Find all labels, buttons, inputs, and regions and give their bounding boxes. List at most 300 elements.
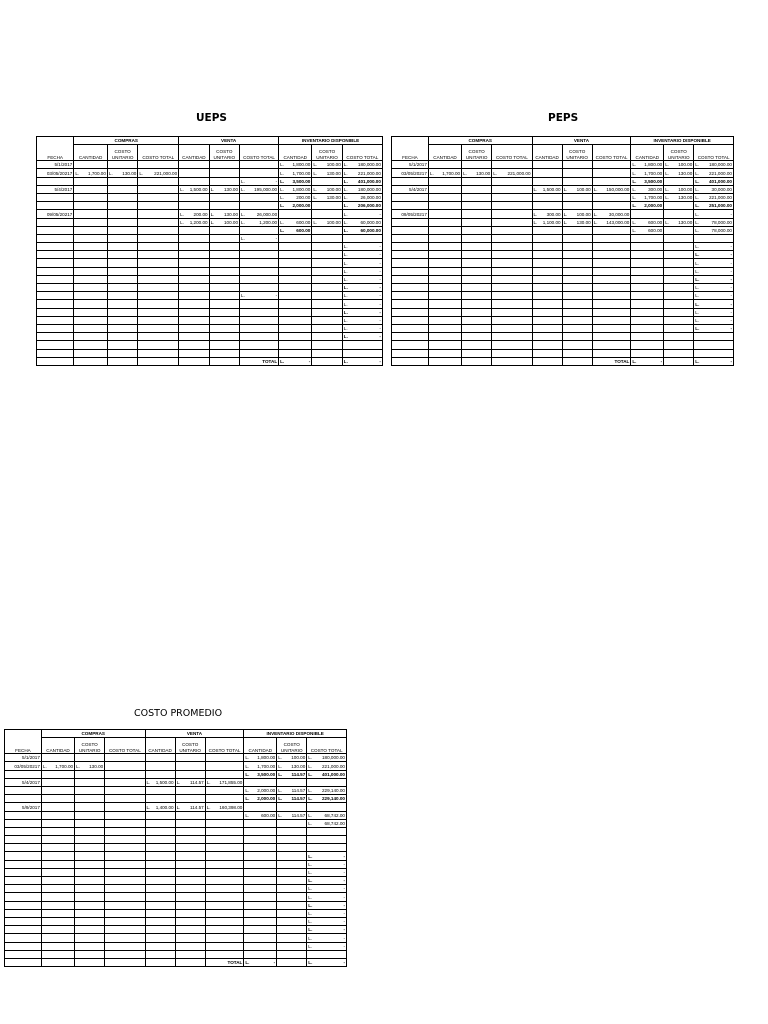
- group-header-venta: VENTA: [532, 137, 631, 145]
- column-header-costo-unitario: COSTO UNITARIO: [312, 145, 342, 161]
- value-cell: [562, 333, 592, 341]
- value-cell: [145, 786, 175, 794]
- value-cell: [240, 349, 279, 357]
- value-cell: [41, 795, 74, 803]
- value-cell: [138, 210, 179, 218]
- value-cell: [209, 333, 239, 341]
- value-cell: [428, 161, 461, 169]
- value-cell: [75, 934, 105, 942]
- value-cell: [664, 284, 694, 292]
- value-cell: L. -: [343, 211, 381, 217]
- value-cell: [205, 827, 244, 835]
- value-cell: [138, 316, 179, 324]
- table-row: [392, 341, 734, 349]
- value-cell: L. 180,000.00: [343, 186, 381, 192]
- value-cell: L. 1,700.00: [632, 170, 663, 176]
- value-cell: [428, 193, 461, 201]
- value-cell: [592, 284, 631, 292]
- value-cell: L. 100.00: [563, 186, 591, 192]
- value-cell: [105, 836, 145, 844]
- value-cell: [631, 292, 664, 300]
- value-cell: [107, 259, 137, 267]
- value-cell: [428, 284, 461, 292]
- value-cell: L. 401,000.00: [695, 178, 732, 184]
- value-cell: [179, 193, 209, 201]
- value-cell: [562, 341, 592, 349]
- value-cell: [75, 836, 105, 844]
- value-cell: [105, 942, 145, 950]
- value-cell: [631, 300, 664, 308]
- value-cell: [138, 308, 179, 316]
- value-cell: [562, 234, 592, 242]
- value-cell: [145, 827, 175, 835]
- table-row: [392, 333, 734, 341]
- value-cell: [74, 251, 108, 259]
- value-cell: [664, 333, 694, 341]
- value-cell: [138, 275, 179, 283]
- value-cell: [244, 852, 277, 860]
- value-cell: [562, 169, 592, 177]
- date-cell: [37, 300, 74, 308]
- value-cell: L. -: [343, 260, 381, 266]
- value-cell: [105, 917, 145, 925]
- column-header-row: [5, 738, 347, 754]
- value-cell: [664, 226, 694, 234]
- value-cell: [562, 284, 592, 292]
- value-cell: [492, 316, 532, 324]
- value-cell: [631, 308, 664, 316]
- table-row: [37, 202, 383, 210]
- date-cell: 03/05/20217: [37, 169, 74, 177]
- value-cell: [175, 893, 205, 901]
- value-cell: [664, 177, 694, 185]
- value-cell: [462, 324, 492, 332]
- date-cell: 03/05/20217: [5, 762, 42, 770]
- value-cell: [277, 877, 307, 885]
- value-cell: [694, 341, 734, 349]
- value-cell: L. -: [308, 894, 345, 900]
- table-row: [392, 308, 734, 316]
- value-cell: L. 100.00: [665, 162, 693, 168]
- value-cell: [41, 926, 74, 934]
- value-cell: L. 600.00: [245, 812, 276, 818]
- value-cell: L. 221,000.00: [695, 195, 732, 201]
- column-header-costo-total: COSTO TOTAL: [592, 145, 631, 161]
- value-cell: [105, 877, 145, 885]
- value-cell: [105, 778, 145, 786]
- value-cell: [209, 161, 239, 169]
- value-cell: [664, 316, 694, 324]
- value-cell: [240, 284, 279, 292]
- value-cell: [562, 324, 592, 332]
- value-cell: [205, 819, 244, 827]
- value-cell: [592, 349, 631, 357]
- value-cell: L. -: [308, 927, 345, 933]
- value-cell: [562, 202, 592, 210]
- total-quantity: L. -: [245, 960, 276, 966]
- table-row: [5, 836, 347, 844]
- value-cell: [105, 885, 145, 893]
- value-cell: [145, 917, 175, 925]
- value-cell: L. 2,000.00: [280, 203, 311, 209]
- date-cell: [392, 292, 429, 300]
- column-header-costo-total: COSTO TOTAL: [694, 145, 734, 161]
- value-cell: [462, 292, 492, 300]
- value-cell: [428, 259, 461, 267]
- value-cell: [592, 226, 631, 234]
- value-cell: [428, 202, 461, 210]
- value-cell: [74, 193, 108, 201]
- value-cell: [105, 926, 145, 934]
- value-cell: [41, 877, 74, 885]
- group-header-row: [5, 730, 347, 738]
- value-cell: [492, 349, 532, 357]
- date-cell: [5, 852, 42, 860]
- value-cell: L. -: [308, 919, 345, 925]
- value-cell: [41, 860, 74, 868]
- value-cell: [277, 852, 307, 860]
- value-cell: L. 1,500.00: [146, 779, 174, 785]
- value-cell: [179, 202, 209, 210]
- value-cell: L. 130.00: [665, 219, 693, 225]
- value-cell: [138, 300, 179, 308]
- value-cell: [562, 251, 592, 259]
- column-header-costo-total: COSTO TOTAL: [138, 145, 179, 161]
- value-cell: L. 130.00: [210, 211, 239, 217]
- total-amount: L. -: [308, 960, 345, 966]
- total-blank-cell: [175, 958, 205, 966]
- value-cell: L. 2,000.00: [245, 788, 276, 794]
- date-cell: [392, 284, 429, 292]
- table-row: [392, 234, 734, 242]
- value-cell: [279, 284, 312, 292]
- value-cell: [492, 275, 532, 283]
- value-cell: [75, 885, 105, 893]
- value-cell: [107, 234, 137, 242]
- value-cell: L. -: [308, 861, 345, 867]
- date-cell: [5, 827, 42, 835]
- value-cell: [532, 308, 562, 316]
- value-cell: [462, 177, 492, 185]
- value-cell: L. -: [695, 309, 732, 315]
- date-cell: [5, 885, 42, 893]
- peps-title: PEPS: [548, 112, 579, 124]
- value-cell: [41, 844, 74, 852]
- table-row: [5, 893, 347, 901]
- table-row: [37, 243, 383, 251]
- value-cell: [279, 308, 312, 316]
- value-cell: [462, 341, 492, 349]
- value-cell: [179, 275, 209, 283]
- value-cell: [75, 852, 105, 860]
- value-cell: [74, 177, 108, 185]
- value-cell: L. 130.00: [76, 763, 104, 769]
- total-blank-cell: [105, 958, 145, 966]
- value-cell: [209, 202, 239, 210]
- value-cell: [279, 333, 312, 341]
- table-row: [37, 324, 383, 332]
- value-cell: [244, 901, 277, 909]
- table-row: [5, 844, 347, 852]
- value-cell: [179, 251, 209, 259]
- value-cell: [462, 349, 492, 357]
- value-cell: L. 1,500.00: [180, 186, 208, 192]
- date-cell: [5, 786, 42, 794]
- value-cell: [277, 860, 307, 868]
- value-cell: [277, 885, 307, 893]
- total-blank-cell: [75, 958, 105, 966]
- value-cell: L. 221,000.00: [308, 763, 345, 769]
- value-cell: [592, 292, 631, 300]
- value-cell: L. 60,000.00: [343, 227, 381, 233]
- value-cell: [75, 819, 105, 827]
- value-cell: [205, 868, 244, 876]
- date-cell: [5, 836, 42, 844]
- value-cell: L. -: [308, 878, 345, 884]
- value-cell: L. 200.00: [180, 211, 208, 217]
- total-blank-cell: [41, 958, 74, 966]
- value-cell: [74, 161, 108, 169]
- value-cell: [205, 926, 244, 934]
- value-cell: [562, 259, 592, 267]
- table-row: [5, 868, 347, 876]
- table-row: [5, 926, 347, 934]
- value-cell: [205, 770, 244, 778]
- table-row: [5, 819, 347, 827]
- table-row: [5, 770, 347, 778]
- value-cell: [175, 827, 205, 835]
- date-cell: [5, 950, 42, 958]
- table-row: [392, 226, 734, 234]
- value-cell: [492, 300, 532, 308]
- date-cell: [392, 243, 429, 251]
- value-cell: [179, 300, 209, 308]
- costo-promedio-title: COSTO PROMEDIO: [134, 708, 223, 719]
- value-cell: [277, 950, 307, 958]
- value-cell: L. 160,398.00: [206, 804, 243, 810]
- date-cell: [5, 901, 42, 909]
- date-cell: 5/1/2017: [392, 161, 429, 169]
- table-row: [392, 267, 734, 275]
- value-cell: L. 100.00: [313, 186, 341, 192]
- value-cell: [75, 909, 105, 917]
- value-cell: [312, 324, 342, 332]
- value-cell: [74, 243, 108, 251]
- date-cell: [37, 243, 74, 251]
- value-cell: L. -: [343, 244, 381, 250]
- value-cell: [209, 226, 239, 234]
- value-cell: L. 30,000.00: [593, 211, 630, 217]
- value-cell: [41, 803, 74, 811]
- value-cell: [138, 161, 179, 169]
- header-blank-cell: [5, 730, 42, 738]
- value-cell: [107, 267, 137, 275]
- value-cell: [105, 762, 145, 770]
- value-cell: [175, 901, 205, 909]
- value-cell: L. -: [695, 252, 732, 258]
- value-cell: L. -: [695, 293, 732, 299]
- value-cell: [41, 868, 74, 876]
- value-cell: [277, 942, 307, 950]
- table-row: [37, 226, 383, 234]
- value-cell: L. 1,700.00: [429, 170, 461, 176]
- value-cell: L. 1,800.00: [245, 755, 276, 761]
- value-cell: [462, 300, 492, 308]
- date-cell: [37, 267, 74, 275]
- value-cell: [428, 292, 461, 300]
- total-blank-cell: [462, 357, 492, 365]
- date-cell: [37, 349, 74, 357]
- header-blank-cell: [37, 137, 74, 145]
- date-cell: [37, 259, 74, 267]
- value-cell: [428, 308, 461, 316]
- value-cell: [631, 251, 664, 259]
- value-cell: L. 401,000.00: [308, 771, 345, 777]
- value-cell: L. 130.00: [563, 219, 591, 225]
- value-cell: [145, 860, 175, 868]
- value-cell: [209, 324, 239, 332]
- value-cell: L. 1,800.00: [280, 162, 311, 168]
- value-cell: L. -: [343, 301, 381, 307]
- value-cell: L. -: [695, 326, 732, 332]
- value-cell: [145, 877, 175, 885]
- value-cell: [175, 942, 205, 950]
- value-cell: [209, 284, 239, 292]
- value-cell: [492, 226, 532, 234]
- total-blank-cell: [277, 958, 307, 966]
- value-cell: L. -: [308, 870, 345, 875]
- value-cell: [312, 316, 342, 324]
- date-cell: [392, 259, 429, 267]
- total-blank-cell: [532, 357, 562, 365]
- value-cell: [205, 901, 244, 909]
- value-cell: [244, 868, 277, 876]
- value-cell: [532, 226, 562, 234]
- date-cell: [37, 316, 74, 324]
- value-cell: [41, 770, 74, 778]
- value-cell: [664, 259, 694, 267]
- value-cell: [205, 942, 244, 950]
- value-cell: L. 130.00: [108, 170, 137, 176]
- table-row: [392, 161, 734, 169]
- value-cell: L. 221,000.00: [343, 170, 381, 176]
- value-cell: [532, 292, 562, 300]
- table-row: [37, 161, 383, 169]
- value-cell: [279, 324, 312, 332]
- date-cell: [37, 251, 74, 259]
- value-cell: [592, 169, 631, 177]
- value-cell: [312, 259, 342, 267]
- value-cell: L. 221,000.00: [695, 170, 732, 176]
- value-cell: [41, 893, 74, 901]
- value-cell: L. -: [343, 326, 381, 332]
- value-cell: L. 130.00: [665, 195, 693, 201]
- value-cell: [279, 210, 312, 218]
- value-cell: L. -: [695, 301, 732, 307]
- table-row: [392, 316, 734, 324]
- total-blank-cell: [312, 357, 342, 365]
- value-cell: L. 100.00: [210, 219, 239, 225]
- value-cell: [428, 251, 461, 259]
- value-cell: L. -: [308, 943, 345, 949]
- value-cell: L. 114.57: [176, 804, 204, 810]
- value-cell: [592, 243, 631, 251]
- value-cell: [664, 341, 694, 349]
- value-cell: [532, 284, 562, 292]
- value-cell: [240, 316, 279, 324]
- value-cell: [179, 324, 209, 332]
- value-cell: [562, 275, 592, 283]
- value-cell: [342, 341, 382, 349]
- value-cell: [41, 819, 74, 827]
- value-cell: [244, 942, 277, 950]
- value-cell: [74, 292, 108, 300]
- value-cell: L. 100.00: [313, 162, 341, 168]
- value-cell: [532, 169, 562, 177]
- value-cell: L. -: [343, 252, 381, 258]
- value-cell: [74, 275, 108, 283]
- value-cell: L. -: [695, 317, 732, 323]
- value-cell: [532, 275, 562, 283]
- value-cell: [138, 202, 179, 210]
- value-cell: L. 221,000.00: [493, 170, 531, 176]
- value-cell: [74, 218, 108, 226]
- value-cell: [41, 811, 74, 819]
- value-cell: [492, 243, 532, 251]
- table-row: [37, 251, 383, 259]
- column-header-costo-total: COSTO TOTAL: [105, 738, 145, 754]
- value-cell: [277, 778, 307, 786]
- value-cell: [205, 762, 244, 770]
- value-cell: [107, 275, 137, 283]
- date-cell: [5, 844, 42, 852]
- value-cell: [145, 795, 175, 803]
- value-cell: [532, 349, 562, 357]
- value-cell: [75, 827, 105, 835]
- value-cell: [694, 333, 734, 341]
- table-row: [392, 210, 734, 218]
- value-cell: [240, 275, 279, 283]
- value-cell: [307, 827, 347, 835]
- value-cell: L. -: [695, 211, 732, 217]
- value-cell: L. 180,000.00: [343, 162, 381, 168]
- value-cell: [312, 177, 342, 185]
- table-row: [5, 827, 347, 835]
- value-cell: [631, 275, 664, 283]
- value-cell: L. 1,500.00: [533, 186, 561, 192]
- total-label: TOTAL: [240, 357, 279, 365]
- value-cell: [145, 836, 175, 844]
- value-cell: [492, 185, 532, 193]
- value-cell: [462, 193, 492, 201]
- value-cell: [145, 885, 175, 893]
- value-cell: L. 1,700.00: [245, 763, 276, 769]
- date-cell: [37, 308, 74, 316]
- date-cell: [5, 795, 42, 803]
- value-cell: [244, 803, 277, 811]
- value-cell: [592, 333, 631, 341]
- table-row: [37, 316, 383, 324]
- value-cell: [428, 218, 461, 226]
- value-cell: L. -: [241, 293, 278, 299]
- date-cell: [392, 316, 429, 324]
- value-cell: [179, 316, 209, 324]
- value-cell: [179, 226, 209, 234]
- value-cell: [462, 234, 492, 242]
- value-cell: L. 600.00: [280, 227, 311, 233]
- column-header-fecha: FECHA: [392, 145, 429, 161]
- value-cell: [562, 226, 592, 234]
